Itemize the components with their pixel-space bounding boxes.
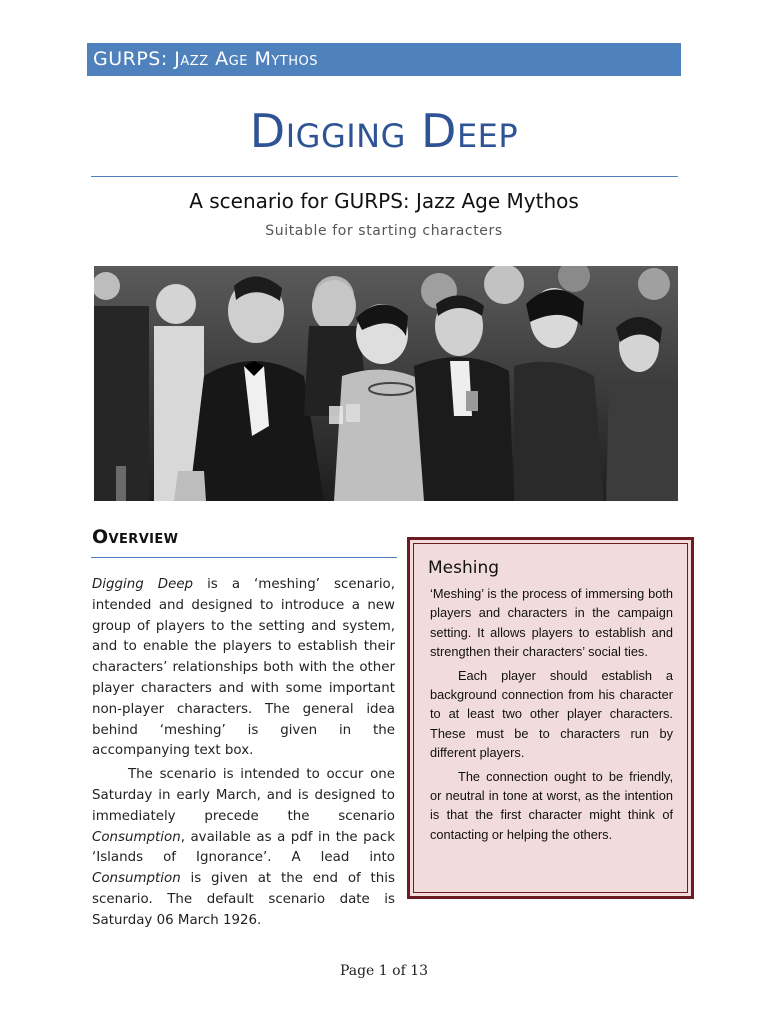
paragraph-text: , available as a pdf in the pack ‘Islands of Ignorance’. A lead into xyxy=(92,829,395,866)
sidebar-paragraph-3: The connection ought to be friendly, or neutral in tone at worst, as the intention is that the first character might think of contacting or helping the others. xyxy=(430,768,673,842)
title-divider xyxy=(91,176,678,177)
tagline: Suitable for starting characters xyxy=(265,223,503,239)
sidebar-text xyxy=(430,584,673,844)
sidebar-title: Meshing xyxy=(428,558,500,578)
party-photo xyxy=(94,266,678,501)
overview-heading: Overview xyxy=(92,526,179,548)
subtitle: A scenario for GURPS: Jazz Age Mythos xyxy=(189,189,579,213)
meshing-sidebar-inner xyxy=(413,543,688,893)
paragraph-text: The scenario is intended to occur one Saturday in early March, and is designed to immediately precede the scenario xyxy=(92,767,395,824)
meshing-sidebar xyxy=(407,537,694,899)
sidebar-paragraph-2: Each player should establish a background connection from his character to at least two other player characters. These must be to characters run by different players. xyxy=(430,667,673,761)
party-photo-illustration xyxy=(94,266,678,501)
consumption-ref: Consumption xyxy=(92,871,181,887)
scenario-title-ref: Digging Deep xyxy=(92,577,194,592)
page-number: Page 1 of 13 xyxy=(339,963,429,979)
paragraph-text: is a ‘meshing’ scenario, intended and designed to introduce a new group of players to the setting and system, and to enable the players to establish their characters’ relationships both with the other player characters and with some important non-player characters. The general idea behind ‘meshing’ is given in the accompanying text box. xyxy=(92,577,395,759)
overview-paragraph-2 xyxy=(92,765,395,931)
sidebar-paragraph-1: ‘Meshing’ is the process of immersing both players and characters in the campaign setting. It allows players to establish and strengthen their characters’ social ties. xyxy=(430,586,673,660)
consumption-ref: Consumption xyxy=(92,829,181,845)
series-header-band xyxy=(87,43,681,76)
overview-paragraph-1 xyxy=(92,575,395,762)
overview-body xyxy=(92,575,395,935)
paragraph-text: is given at the end of this scenario. The default scenario date is Saturday 06 March 1926. xyxy=(92,871,395,928)
page-title: Digging Deep xyxy=(249,104,519,158)
series-title: GURPS: Jazz Age Mythos xyxy=(93,48,318,70)
overview-divider xyxy=(91,557,397,558)
